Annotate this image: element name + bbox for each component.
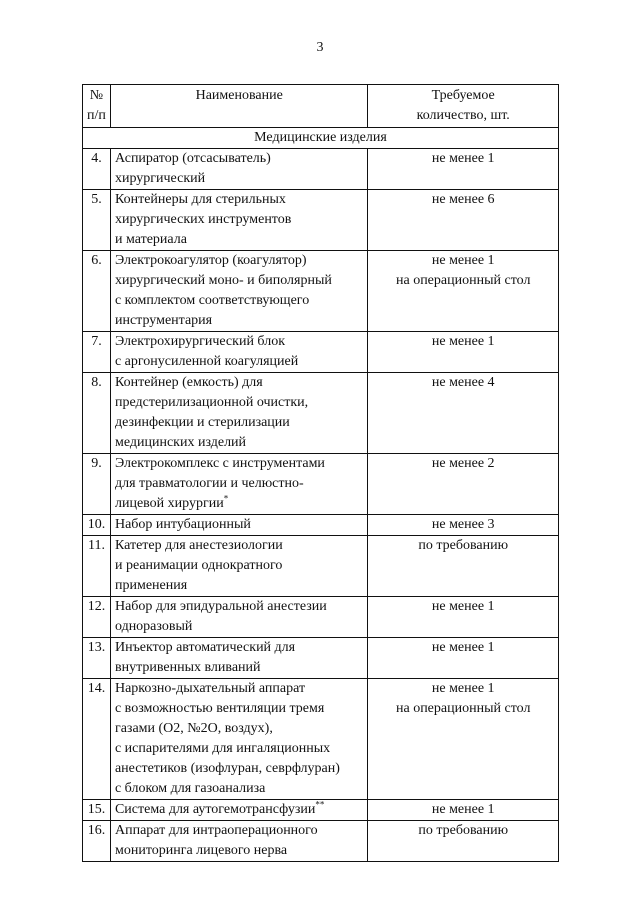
item-quantity <box>368 190 559 251</box>
item-name-line: и реанимации однократного <box>114 558 283 573</box>
item-name-line: хирургический <box>114 171 206 186</box>
item-name-line: хирургических инструментов <box>114 212 292 227</box>
table-row <box>83 800 559 821</box>
item-quantity <box>368 597 559 638</box>
item-quantity-line: не менее 4 <box>431 375 495 390</box>
item-quantity <box>368 251 559 332</box>
row-number: 8. <box>83 373 111 454</box>
item-name-line: Электрокомплекс с инструментами <box>114 456 325 471</box>
row-number: 16. <box>83 821 111 862</box>
item-name <box>110 190 367 251</box>
item-name-line: инструментария <box>114 313 213 328</box>
item-name-line: для травматологии и челюстно- <box>114 476 304 491</box>
item-quantity-line: не менее 1 <box>431 640 495 655</box>
table-row <box>83 536 559 597</box>
table-row <box>83 638 559 679</box>
header-number: № п/п <box>83 85 111 128</box>
item-quantity <box>368 454 559 515</box>
item-name-line: медицинских изделий <box>114 435 247 450</box>
row-number: 7. <box>83 332 111 373</box>
item-name-line: и материала <box>114 232 187 247</box>
table-header-row <box>83 85 559 128</box>
table-row <box>83 821 559 862</box>
item-name <box>110 638 367 679</box>
item-quantity <box>368 332 559 373</box>
item-name-line: с блоком для газоанализа <box>114 781 266 796</box>
item-name-line: мониторинга лицевого нерва <box>114 843 288 858</box>
item-name-line: Набор для эпидуральной анестезии <box>114 599 327 614</box>
equipment-table <box>82 84 559 862</box>
table-row <box>83 190 559 251</box>
footnote-mark: ** <box>315 799 325 810</box>
row-number: 13. <box>83 638 111 679</box>
row-number: 11. <box>83 536 111 597</box>
item-name <box>110 149 367 190</box>
item-name-line: Электрокоагулятор (коагулятор) <box>114 253 307 268</box>
table-row <box>83 679 559 800</box>
item-name <box>110 536 367 597</box>
item-name-line: одноразовый <box>114 619 193 634</box>
item-quantity-line: не менее 1 <box>431 253 495 268</box>
item-name-line: хирургический моно- и биполярный <box>114 273 332 288</box>
header-quantity: Требуемое количество, шт. <box>368 85 559 128</box>
item-name <box>110 373 367 454</box>
row-number: 15. <box>83 800 111 821</box>
item-quantity-line: не менее 1 <box>431 802 495 817</box>
item-name <box>110 597 367 638</box>
table-row <box>83 251 559 332</box>
item-name <box>110 679 367 800</box>
section-title: Медицинские изделия <box>83 128 559 149</box>
row-number: 5. <box>83 190 111 251</box>
item-quantity-line: не менее 1 <box>431 151 495 166</box>
item-quantity <box>368 638 559 679</box>
item-name <box>110 821 367 862</box>
section-row <box>83 128 559 149</box>
item-name-line: применения <box>114 578 188 593</box>
item-name-line: Набор интубационный <box>114 517 251 532</box>
item-name <box>110 800 367 821</box>
item-name-line: Аспиратор (отсасыватель) <box>114 151 271 166</box>
item-quantity-line: не менее 1 <box>431 681 495 696</box>
item-quantity-line: по требованию <box>418 823 509 838</box>
row-number: 14. <box>83 679 111 800</box>
item-name-line: Система для аутогемотрансфузии** <box>114 799 325 817</box>
item-name-line: Инъектор автоматический для <box>114 640 296 655</box>
item-name <box>110 454 367 515</box>
table-row <box>83 515 559 536</box>
item-quantity <box>368 373 559 454</box>
item-name-line: Контейнер (емкость) для <box>114 375 263 390</box>
item-name-line: анестетиков (изофлуран, севрфлуран) <box>114 761 340 776</box>
row-number: 10. <box>83 515 111 536</box>
item-name <box>110 251 367 332</box>
header-name: Наименование <box>110 85 367 128</box>
item-name-line: газами (О2, №2О, воздух), <box>114 721 273 736</box>
row-number: 6. <box>83 251 111 332</box>
item-quantity-line: не менее 1 <box>431 599 495 614</box>
table-row <box>83 332 559 373</box>
page-number: 3 <box>316 40 324 55</box>
row-number: 4. <box>83 149 111 190</box>
item-quantity-line: по требованию <box>418 538 509 553</box>
item-quantity <box>368 149 559 190</box>
item-name-line: с комплектом соответствующего <box>114 293 310 308</box>
row-number: 12. <box>83 597 111 638</box>
item-quantity-line: не менее 3 <box>431 517 495 532</box>
item-name-line: Наркозно-дыхательный аппарат <box>114 681 306 696</box>
item-name-line: Электрохирургический блок <box>114 334 285 349</box>
item-name-line: с возможностью вентиляции тремя <box>114 701 325 716</box>
row-number: 9. <box>83 454 111 515</box>
item-name-line: Аппарат для интраоперационного <box>114 823 318 838</box>
item-name-line: с испарителями для ингаляционных <box>114 741 331 756</box>
item-name <box>110 515 367 536</box>
item-name-line: предстерилизационной очистки, <box>114 395 309 410</box>
item-name-line: дезинфекции и стерилизации <box>114 415 290 430</box>
item-quantity-line: не менее 2 <box>431 456 495 471</box>
table-row <box>83 454 559 515</box>
table-row <box>83 149 559 190</box>
item-name-line: Контейнеры для стерильных <box>114 192 286 207</box>
item-quantity <box>368 800 559 821</box>
item-quantity <box>368 821 559 862</box>
item-name <box>110 332 367 373</box>
item-quantity <box>368 536 559 597</box>
item-quantity-line: не менее 6 <box>431 192 495 207</box>
item-name-line: с аргонусиленной коагуляцией <box>114 354 299 369</box>
table-row <box>83 373 559 454</box>
item-quantity-line: на операционный стол <box>395 701 531 716</box>
item-quantity-line: на операционный стол <box>395 273 531 288</box>
item-name-line: внутривенных вливаний <box>114 660 261 675</box>
table-row <box>83 597 559 638</box>
item-name-line: Катетер для анестезиологии <box>114 538 283 553</box>
item-quantity <box>368 515 559 536</box>
footnote-mark: * <box>223 493 229 504</box>
item-name-line: лицевой хирургии* <box>114 493 229 511</box>
item-quantity-line: не менее 1 <box>431 334 495 349</box>
item-quantity <box>368 679 559 800</box>
